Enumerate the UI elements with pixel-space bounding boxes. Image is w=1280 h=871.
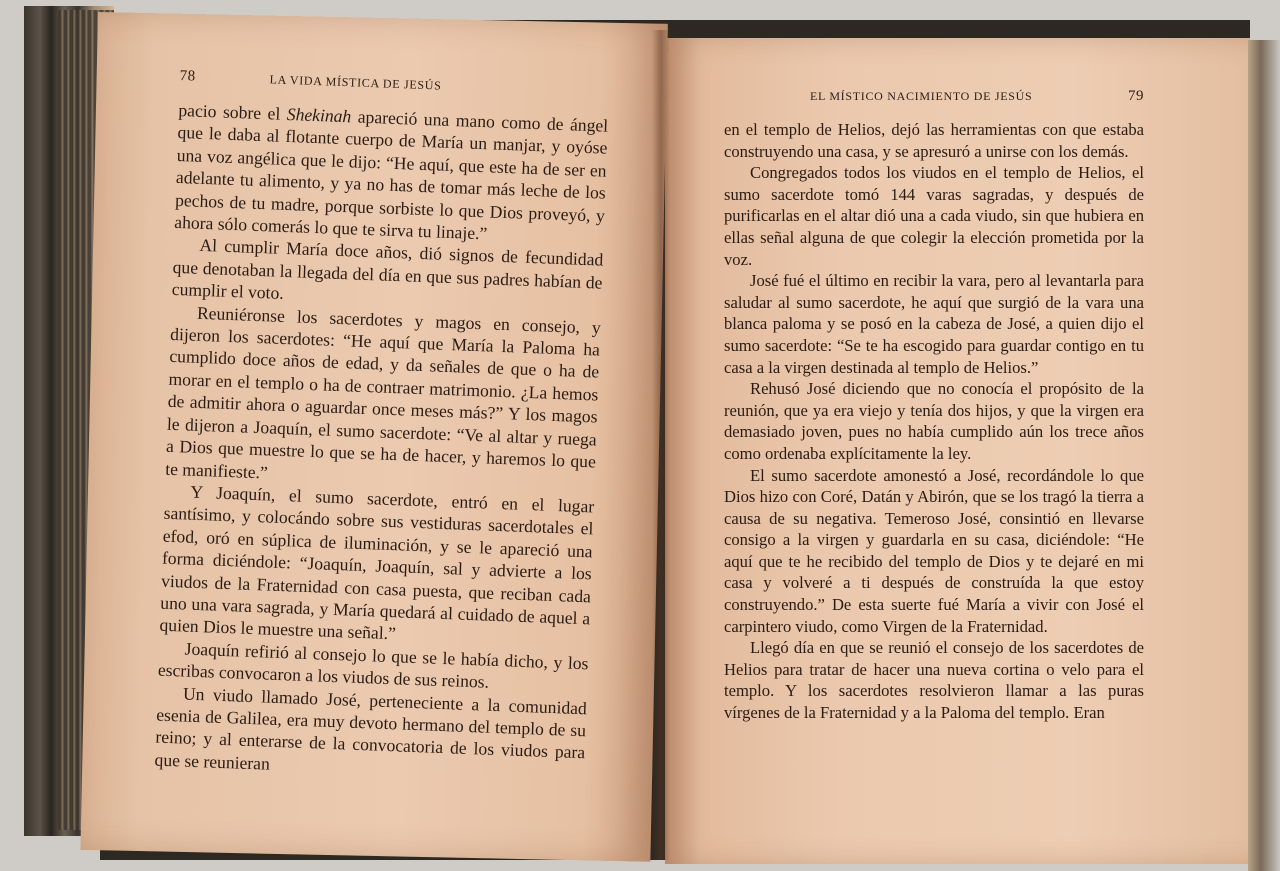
right-paragraph: El sumo sacerdote amonestó a José, recordándole lo que Dios hizo con Coré, Datán y Abirón, que se los tragó la tierra a causa de su negativa. Temeroso José, consintió en llevarse consigo a la virgen y guardarla en su casa, diciéndole: “He aquí que te he recibido del templo de Dios y te dejaré en mi casa y volveré a ti después de construída la que estoy construyendo.” De esta suerte fué María a vivir con José el carpintero viudo, como Virgen de la Fraternidad. [724, 465, 1144, 636]
left-paragraph: pacio sobre el Shekinah apareció una mano como de ángel que le daba al flotante cuerpo de María un manjar, y oyóse una voz angélica que le dijo: “He aquí, que este ha de ser en adelante tu alimento, y ya no has de tomar más leche de los pechos de tu madre, porque sorbiste lo que Dios proveyó, y ahora sólo comerás lo que te sirva tu linaje.” [173, 99, 609, 244]
right-paragraph: José fué el último en recibir la vara, pero al levantarla para saludar al sumo sacerdote, he aquí que surgió de la vara una blanca paloma y se posó en la cabeza de José, a quien dijo el sumo sacerdote: “Se te ha escogido para guardar contigo en tu casa a la virgen destinada al templo de Helios.” [724, 271, 1144, 377]
right-page-edge [1248, 40, 1280, 871]
left-paragraph: Un viudo llamado José, perteneciente a la comunidad esenia de Galilea, era muy devoto hermano del templo de su reino; y al enterarse de la convocatoria de los viudos para que se reunieran [154, 683, 588, 774]
italic-term: Shekinah [286, 103, 352, 127]
right-paragraph: Rehusó José diciendo que no conocía el propósito de la reunión, que ya era viejo y tenía dos hijos, y que la virgen era demasiado joven, pues no había cumplido aún los trece años como ordenaba explícitamente la ley. [724, 379, 1144, 463]
right-page-text [724, 88, 1144, 724]
right-paragraph: en el templo de Helios, dejó las herramientas con que estaba construyendo una casa, y se apresuró a unirse con los demás. [724, 120, 1144, 161]
book-gutter [652, 30, 670, 860]
left-paragraph: Al cumplir María doce años, dió signos de fecundidad que denotaban la llegada del día en que sus padres habían de cumplir el voto. [171, 235, 604, 304]
right-running-title: EL MÍSTICO NACIMIENTO DE JESÚS [810, 89, 1033, 103]
left-running-title: LA VIDA MÍSTICA DE JESÚS [269, 72, 442, 93]
right-running-head [724, 88, 1144, 105]
left-page-text [154, 68, 609, 786]
left-page-number: 78 [179, 68, 196, 85]
left-paragraph: Joaquín refirió al consejo lo que se le había dicho, y los escribas convocaron a los viudos de sus reinos. [157, 638, 589, 692]
right-paragraph: Llegó día en que se reunió el consejo de los sacerdotes de Helios para tratar de hacer una nueva cortina o velo para el templo. Y los sacerdotes resolvieron llamar a las puras vírgenes de la Fraternidad y a la Paloma del templo. Eran [724, 638, 1144, 723]
right-paragraph: Congregados todos los viudos en el templo de Helios, el sumo sacerdote tomó 144 varas sagradas, y después de purificarlas en el altar dió una a cada viudo, sin que hubiera en ellas señal alguna de que colegir la elección prometida por la voz. [724, 163, 1144, 269]
left-paragraph: Reuniéronse los sacerdotes y magos en consejo, y dijeron los sacerdotes: “He aquí que María la Paloma ha cumplido doce años de edad, y da señales de que o ha de morar en el templo o ha de contraer matrimonio. ¿La hemos de admitir ahora o aguardar once meses más?” Y los magos le dijeron a Joaquín, el sumo sacerdote: “Ve al altar y ruega a Dios que muestre lo que se ha de hacer, y haremos lo que te manifieste.” [164, 302, 602, 482]
right-page-number: 79 [1128, 88, 1144, 104]
left-paragraph: Y Joaquín, el sumo sacerdote, entró en el lugar santísimo, y colocándo sobre sus vestiduras sacerdotales el efod, oró en súplica de iluminación, y se le apareció una forma diciéndole: “Joaquín, Joaquín, sal y advierte a los viudos de la Fraternidad con casa puesta, que reciban cada uno una vara sagrada, y María quedará al cuidado de aquel a quien Dios le muestre una señal.” [159, 481, 595, 644]
